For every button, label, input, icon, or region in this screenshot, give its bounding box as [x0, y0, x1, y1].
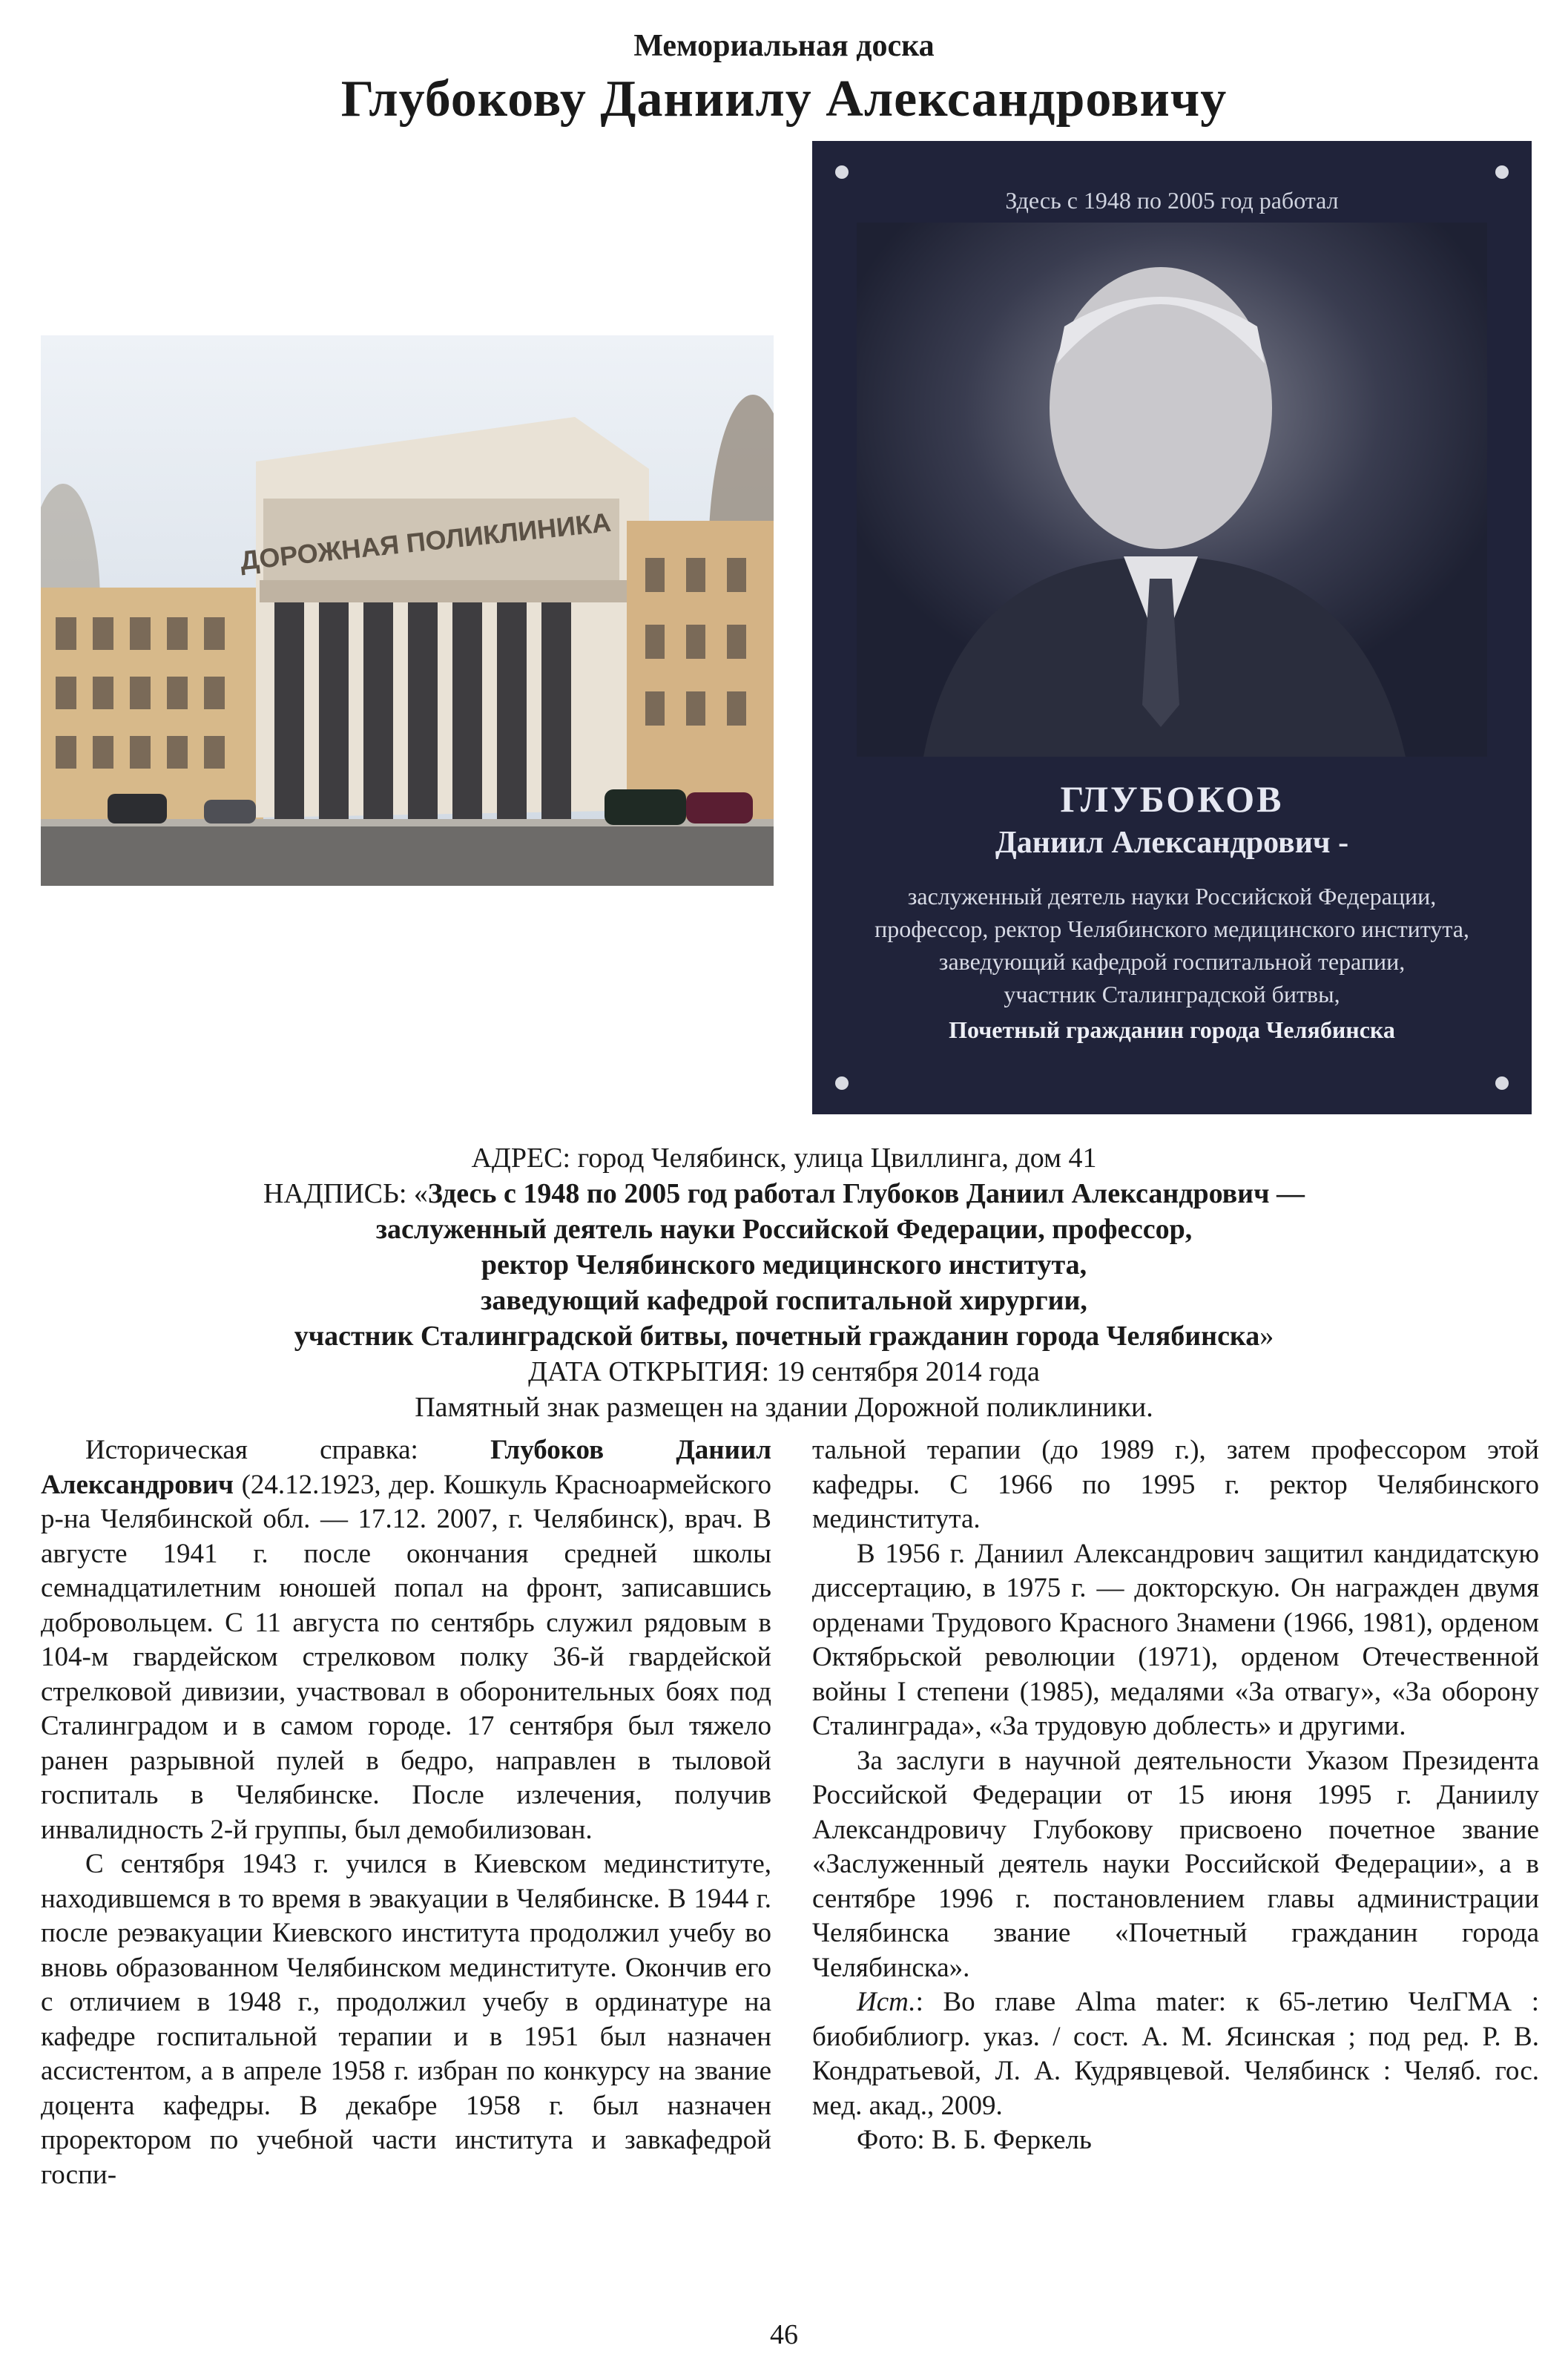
inscription-text: заведующий кафедрой госпитальной хирургии,: [481, 1285, 1087, 1316]
inscription-label: НАДПИСЬ: «: [263, 1178, 428, 1209]
inscription-text: Здесь с 1948 по 2005 год работал Глубоков Даниил Александрович —: [427, 1178, 1305, 1209]
address-line: АДРЕС: город Челябинск, улица Цвиллинга, дом 41: [471, 1143, 1097, 1174]
page-subtitle: Мемориальная доска: [633, 29, 935, 63]
source-label: Ист.: [857, 1987, 916, 2017]
opening-date: ДАТА ОТКРЫТИЯ: 19 сентября 2014 года: [528, 1356, 1040, 1387]
plaque-line: заведующий кафедрой госпитальной терапии,: [938, 948, 1406, 975]
location-note: Памятный знак размещен на здании Дорожной поликлиники.: [415, 1392, 1153, 1423]
body-right-column: [812, 1433, 1539, 2158]
plaque-line: заслуженный деятель науки Российской Федерации,: [907, 883, 1437, 910]
paragraph: тальной терапии (до 1989 г.), затем профессором этой кафедры. С 1966 по 1995 г. ректор Челябинского мединститута.: [812, 1435, 1539, 1534]
person-name: Глубоков Даниил Александрович: [41, 1435, 772, 1500]
inscription-line: [0, 1177, 1568, 1211]
plaque-line: профессор, ректор Челябинского медицинского института,: [874, 915, 1469, 942]
plaque-first-names: Даниил Александрович -: [995, 826, 1349, 860]
photo-credit: Фото: В. Б. Феркель: [857, 2125, 1092, 2155]
paragraph-text: (24.12.1923, дер. Кошкуль Красноармейского р-на Челябинской обл. — 17.12. 2007, г. Челябинск), врач. В августе 1941 г. после окончания средней школы семнадцатилетним юношей попал на фронт, записавшись добровольцем. С 11 августа по сентябрь служил рядовым в 104-м гвардейском стрелковом полку 36-й гвардейской стрелковой дивизии, участвовал в оборонительных боях под Сталинградом и в самом городе. 17 сентября был тяжело ранен разрывной пулей в бедро, направлен в тыловой госпиталь в Челябинске. После излечения, получив инвалидность 2-й группы, был демобилизован.: [41, 1469, 771, 1845]
inscription-text: участник Сталинградской битвы, почетный гражданин города Челябинска: [294, 1321, 1260, 1352]
source-paragraph: [812, 1985, 1539, 2123]
building-photo: [41, 335, 774, 886]
plaque-line: участник Сталинградской битвы,: [1004, 981, 1340, 1007]
inscription-text: ректор Челябинского медицинского института,: [481, 1249, 1087, 1280]
inscription-text: заслуженный деятель науки Российской Федерации, профессор,: [375, 1214, 1193, 1245]
inscription-close: »: [1259, 1321, 1274, 1352]
building-illustration: [41, 335, 774, 886]
memorial-plaque-photo: [812, 141, 1532, 1114]
inscription-line: [0, 1319, 1568, 1353]
paragraph: За заслуги в научной деятельности Указом Президента Российской Федерации от 15 июня 1995 г. Даниилу Александровичу Глубокову присвоено почетное звание «Заслуженный деятель науки Российской Федерации», а в сентябре 1996 г. постановлением главы администрации Челябинска звание «Почетный гражданин города Челябинска».: [812, 1745, 1539, 1983]
paragraph: В 1956 г. Даниил Александрович защитил кандидатскую диссертацию, в 1975 г. — докторскую. Он награжден двумя орденами Трудового Красного Знамени (1966, 1981), орденом Октябрьской революции (1971), орденом Отечественной войны I степени (1985), медалями «За отвагу», «За оборону Сталинграда», «За трудовую доблесть» и другими.: [812, 1538, 1539, 1741]
page-title: Глубокову Даниилу Александровичу: [340, 70, 1228, 128]
plaque-line: Почетный гражданин города Челябинска: [949, 1016, 1395, 1043]
body-left-column: [41, 1433, 771, 2192]
source-text: : Во главе Alma mater: к 65-летию ЧелГМА : биобиблиогр. указ. / сост. А. М. Ясинская ; под ред. Р. В. Кондратьевой, Л. А. Кудрявцевой. Челябинск : Челяб. гос. мед. акад., 2009.: [812, 1987, 1539, 2121]
plaque-top-line: Здесь с 1948 по 2005 год работал: [1005, 187, 1339, 214]
historical-lead: Историческая справка:: [85, 1435, 491, 1465]
plaque-surname: ГЛУБОКОВ: [1060, 778, 1284, 820]
paragraph: С сентября 1943 г. учился в Киевском мединституте, находившемся в то время в эвакуации в Челябинске. В 1944 г. после реэвакуации Киевского института продолжил учебу во вновь образованном Челябинском мединституте. Окончив его с отличием в 1948 г., продолжил учебу в ординатуре на кафедре госпитальной терапии и в 1951 был назначен ассистентом, а в апреле 1958 г. избран по конкурсу на звание доцента кафедры. В декабре 1958 г. был назначен проректором по учебной части института и завкафедрой госпи-: [41, 1849, 771, 2190]
building-sign-text: ДОРОЖНАЯ ПОЛИКЛИНИКА: [238, 506, 613, 576]
paragraph: [41, 1433, 771, 1847]
page-number: 46: [770, 2319, 798, 2350]
